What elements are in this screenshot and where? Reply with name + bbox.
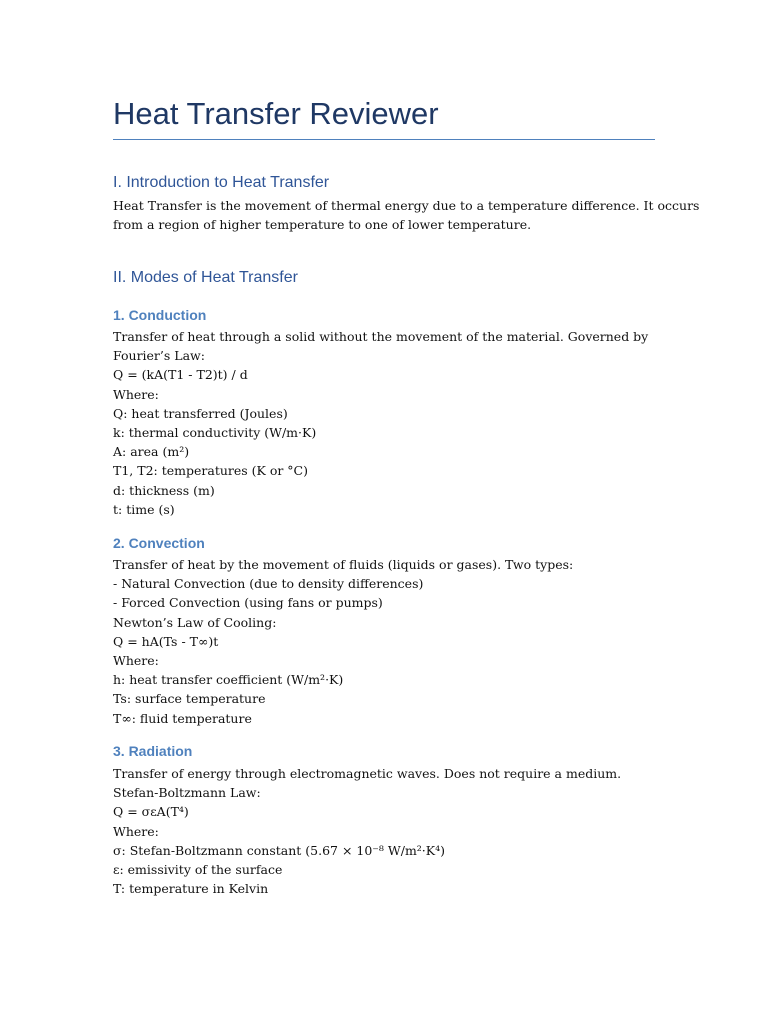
introduction-paragraph (113, 196, 700, 234)
text-line: Transfer of energy through electromagnetic waves. Does not require a medium. (113, 766, 622, 781)
variable-definition: A: area (m²) (113, 444, 190, 460)
variable-definition: T: temperature in Kelvin (113, 881, 269, 897)
title-underline (113, 139, 655, 140)
formula-line: Q = hA(Ts - T∞)t (113, 633, 219, 649)
text-line: Transfer of heat by the movement of fluids (liquids or gases). Two types: (113, 557, 574, 572)
subsection-heading-conduction: 1. Conduction (113, 307, 207, 323)
variable-definition: σ: Stefan-Boltzmann constant (5.67 × 10⁻⁸ W/m²·K⁴) (113, 842, 446, 858)
variable-definition: k: thermal conductivity (W/m·K) (113, 424, 317, 440)
text-line: Newton’s Law of Cooling: (113, 614, 277, 630)
text-line: Heat Transfer is the movement of thermal energy due to a temperature difference. It occurs (113, 198, 700, 213)
list-item: - Forced Convection (using fans or pumps) (113, 595, 383, 611)
convection-paragraph (113, 555, 658, 728)
formula-line: Q = σεA(T⁴) (113, 804, 189, 820)
radiation-paragraph (113, 764, 658, 898)
variable-definition: d: thickness (m) (113, 482, 215, 498)
section-heading-introduction: I. Introduction to Heat Transfer (113, 174, 330, 191)
variable-definition: T∞: fluid temperature (113, 710, 252, 726)
text-line: Stefan-Boltzmann Law: (113, 785, 261, 801)
text-line: Fourier’s Law: (113, 348, 205, 364)
text-line: from a region of higher temperature to one of lower temperature. (113, 217, 532, 233)
conduction-paragraph (113, 327, 658, 519)
variable-definition: Q: heat transferred (Joules) (113, 405, 288, 421)
variable-definition: ε: emissivity of the surface (113, 861, 283, 877)
variable-definition: Ts: surface temperature (113, 691, 266, 707)
text-line: Where: (113, 823, 159, 839)
subsection-heading-convection: 2. Convection (113, 535, 205, 551)
variable-definition: T1, T2: temperatures (K or °C) (113, 463, 309, 479)
document-title: Heat Transfer Reviewer (113, 96, 439, 131)
list-item: - Natural Convection (due to density differences) (113, 576, 424, 592)
text-line: Transfer of heat through a solid without the movement of the material. Governed by (113, 329, 649, 344)
formula-line: Q = (kA(T1 - T2)t) / d (113, 367, 248, 383)
section-heading-modes: II. Modes of Heat Transfer (113, 269, 298, 286)
subsection-heading-radiation: 3. Radiation (113, 743, 193, 759)
variable-definition: h: heat transfer coefficient (W/m²·K) (113, 672, 344, 688)
text-line: Where: (113, 652, 159, 668)
text-line: Where: (113, 386, 159, 402)
variable-definition: t: time (s) (113, 501, 175, 517)
